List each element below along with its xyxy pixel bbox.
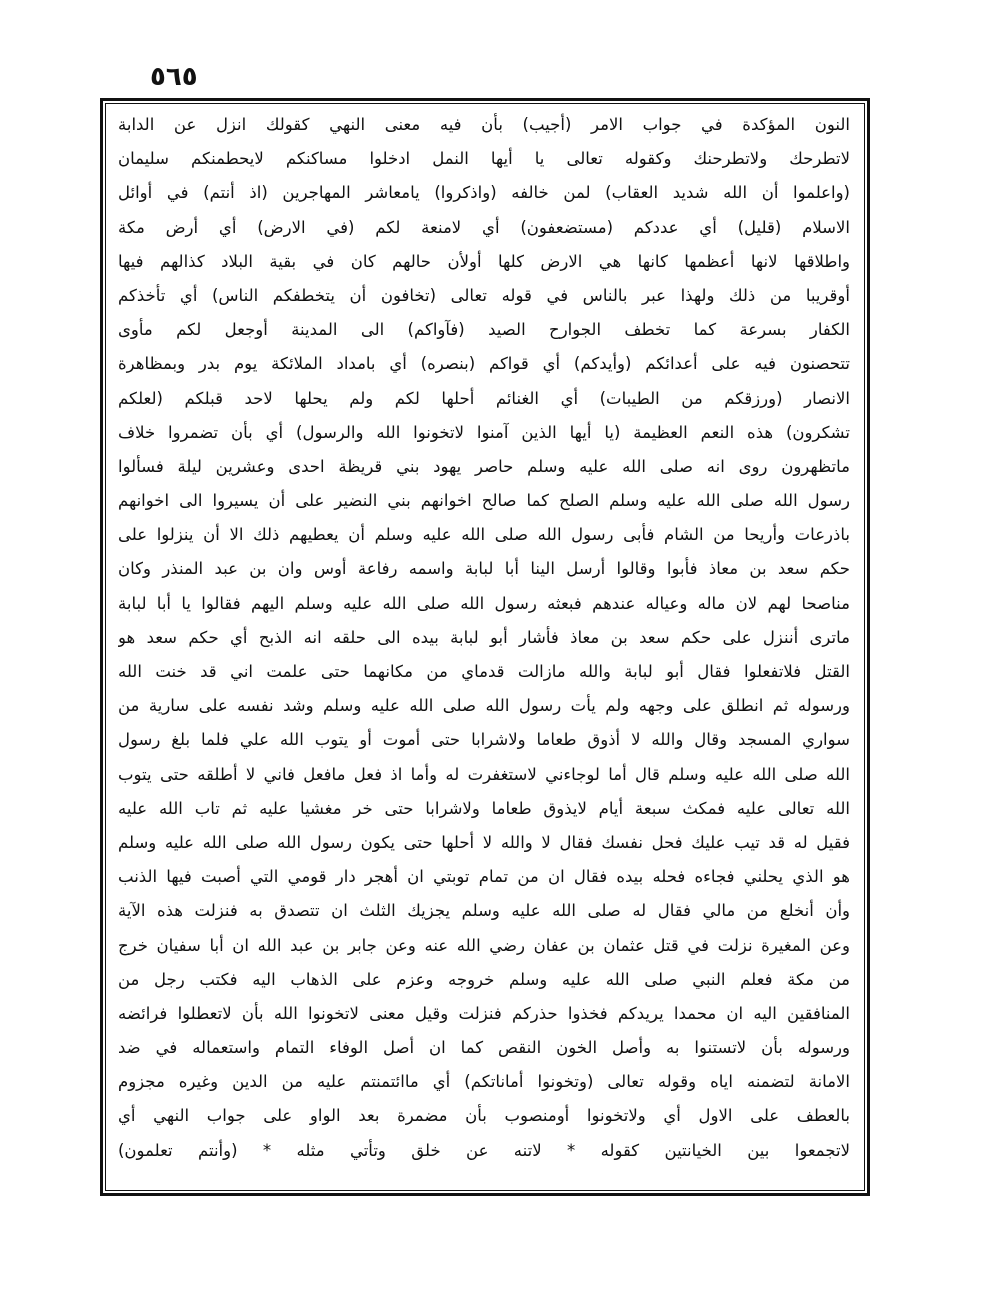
text-line: ماتظهرون روى انه صلى الله عليه وسلم حاصر يهود بني قريظة احدى وعشرين ليلة فسألوا xyxy=(118,456,850,476)
text-line: باذرعات وأريحا من الشام فأبى رسول الله صلى الله عليه وسلم أن يعطيهم ذلك الا أن ينزلوا على xyxy=(118,525,850,545)
text-line: الامانة لتضمنه اياه وقوله تعالى (وتخونوا أماناتكم) أي ماائتمنتم عليه من الدين وغيره مجزوم xyxy=(118,1072,850,1092)
text-line: هو الذي يحلني فجاءه فحله بيده فقال ان من تمام توبتي ان أهجر دار قومي التي أصبت فيها الذنب xyxy=(118,867,850,887)
text-line: فقيل له قد تيب عليك فحل نفسك فقال لا والله لا أحلها حتى يكون رسول الله صلى الله عليه وسلم xyxy=(118,832,850,852)
text-line: القتل فلاتفعلوا فقال أبو لبابة والله مازالت قدماي من مكانهما حتى علمت اني قد خنت الله xyxy=(118,662,850,681)
text-line: من مكة فعلم النبي صلى الله عليه وسلم خروجه وعزم على الذهاب اليه فكتب رجل من xyxy=(118,969,850,989)
text-line: النون المؤكدة في جواب الامر (أجيب) بأن فيه معنى النهي كقولك انزل عن الدابة xyxy=(118,115,850,134)
text-line: حكم سعد بن معاذ فأبوا وقالوا أرسل الينا أبا لبابة واسمه رفاعة أوس وان بن عبد المنذر وكان xyxy=(118,559,850,579)
text-line: وعن المغيرة نزلت في قتل عثمان بن عفان رضي الله عنه وعن جابر بن عبد الله ان أبا سفيان خرج xyxy=(118,935,850,955)
text-line: سواري المسجد وقال والله لا أذوق طعاما ولاشرابا حتى أموت أو يتوب الله علي فلما بلغ رسول xyxy=(118,730,850,750)
text-line: تشكرون) هذه النعم العظيمة (يا أيها الذين آمنوا لاتخونوا الله والرسول) أي بأن تضمروا خلاف xyxy=(118,422,850,442)
text-line: ورسوله ثم انطلق على وجهه ولم يأت رسول الله صلى الله عليه وسلم وشد نفسه على سارية من xyxy=(118,696,850,716)
text-line: أوقريبا من ذلك ولهذا عبر بالناس في قوله تعالى (تخافون أن يتخطفكم الناس) أي تأخذكم xyxy=(118,285,850,305)
page-number: ٥٦٥ xyxy=(150,62,198,92)
text-line: الله تعالى عليه فمكث سبعة أيام لايذوق طعاما ولاشرابا حتى خر مغشيا عليه ثم تاب الله عليه xyxy=(118,798,850,818)
text-line: مناصحا لهم لان ماله وعياله عندهم فبعثه رسول الله صلى الله عليه وسلم اليهم فقالوا يا أبا لبابة xyxy=(118,593,850,613)
text-line: الله صلى الله عليه وسلم قال أما لوجاءني لاستغفرت له وأما اذ فعل مافعل فاني لا أطلقه حتى يتوب xyxy=(118,764,850,784)
text-line: بالعطف على الاول أي ولاتخونوا أومنصوب بأن مضمرة بعد الواو على جواب النهي أي xyxy=(118,1106,850,1126)
text-line: المنافقين اليه ان محمدا يريدكم فخذوا حذركم فنزلت وقيل معنى لاتخونوا الله بأن لاتعطلوا فرائضه xyxy=(118,1003,850,1023)
text-line: الاسلام (قليل) أي عددكم (مستضعفون) أي لامنعة لكم (في الارض) أي أرض مكة xyxy=(118,217,850,237)
text-block xyxy=(118,108,850,1188)
text-line: رسول الله صلى الله عليه وسلم الصلح كما صالح اخوانهم بني النضير على أن يسيروا الى اخوانهم xyxy=(118,491,850,511)
text-line: ماترى أننزل على حكم سعد بن معاذ فأشار أبو لبابة بيده الى حلقه انه الذبح أي حكم سعد هو xyxy=(118,627,850,647)
text-line: لاتطرحك ولاتطرحنك وكقوله تعالى يا أيها النمل ادخلوا مساكنكم لايحطمنكم سليمان xyxy=(118,149,850,169)
text-line: (واعلموا أن الله شديد العقاب) لمن خالفه (واذكروا) يامعاشر المهاجرين (اذ أنتم) في أوائل xyxy=(118,183,850,203)
text-line: تتحصنون فيه على أعدائكم (وأيدكم) أي قواكم (بنصره) أي بامداد الملائكة يوم بدر وبمظاهرة xyxy=(118,354,850,374)
text-line: وأن أنخلع من مالي فقال له صلى الله عليه وسلم يجزيك الثلث ان تتصدق به فنزلت هذه الآية xyxy=(118,901,850,921)
text-line: ورسوله بأن لاتستنوا به وأصل الخون النقص كما ان أصل الوفاء التمام واستعماله في ضد xyxy=(118,1038,850,1058)
text-line: لاتجمعوا بين الخيانتين كقوله * لاتنه عن خلق وتأتي مثله * (وأنتم تعلمون) xyxy=(118,1140,850,1160)
text-line: الكفار بسرعة كما تخطف الجوارح الصيد (فآواكم) الى المدينة أوجعل لكم مأوى xyxy=(118,320,850,340)
text-line: واطلاقها لانها أعظمها كانها هي الارض كلها أولأن حالهم كان في بقية البلاد كذالهم فيها xyxy=(118,251,850,271)
text-line: الانصار (ورزقكم من الطيبات) أي الغنائم أحلها لكم ولم يحلها لاحد قبلكم (لعلكم xyxy=(118,388,850,408)
